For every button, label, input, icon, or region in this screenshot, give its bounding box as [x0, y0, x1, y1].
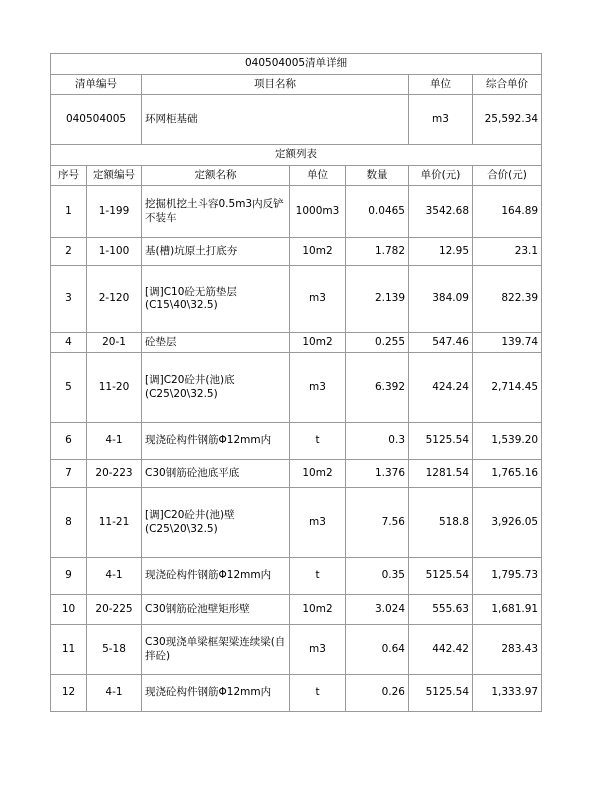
table-row	[51, 625, 542, 675]
quota-code: 20-1	[87, 333, 142, 353]
quota-seq: 11	[51, 625, 87, 675]
quota-unit: 10m2	[290, 238, 346, 266]
quota-unit: m3	[290, 353, 346, 423]
quota-qty-header: 数量	[346, 166, 409, 186]
seq-header: 序号	[51, 166, 87, 186]
quota-unit: m3	[290, 625, 346, 675]
quota-code: 2-120	[87, 266, 142, 333]
quota-qty: 0.0465	[346, 186, 409, 238]
quota-name: C30现浇单梁框架梁连续梁(自拌砼)	[142, 625, 290, 675]
quota-code: 4-1	[87, 558, 142, 595]
quota-total: 164.89	[473, 186, 542, 238]
quota-name: [调]C10砼无筋垫层(C15\40\32.5)	[142, 266, 290, 333]
quota-seq: 5	[51, 353, 87, 423]
quota-name: 现浇砼构件钢筋Φ12mm内	[142, 423, 290, 460]
quota-unit: m3	[290, 266, 346, 333]
quota-name: 现浇砼构件钢筋Φ12mm内	[142, 558, 290, 595]
quota-seq: 3	[51, 266, 87, 333]
table-row	[51, 423, 542, 460]
quota-unit-price: 518.8	[409, 488, 473, 558]
quota-seq: 2	[51, 238, 87, 266]
quota-unit-price: 442.42	[409, 625, 473, 675]
quota-code: 4-1	[87, 423, 142, 460]
table-row	[51, 675, 542, 712]
quota-name: C30钢筋砼池底平底	[142, 460, 290, 488]
quota-seq: 6	[51, 423, 87, 460]
quota-name: 现浇砼构件钢筋Φ12mm内	[142, 675, 290, 712]
quota-qty: 0.255	[346, 333, 409, 353]
quota-qty: 1.376	[346, 460, 409, 488]
table-row	[51, 460, 542, 488]
quota-unit-price: 547.46	[409, 333, 473, 353]
quota-name: 挖掘机挖土斗容0.5m3内反铲不装车	[142, 186, 290, 238]
quota-unit-header: 单位	[290, 166, 346, 186]
quota-unit-price: 5125.54	[409, 675, 473, 712]
list-unit-header: 单位	[409, 75, 473, 95]
quota-code: 1-199	[87, 186, 142, 238]
quota-code-header: 定额编号	[87, 166, 142, 186]
quota-qty: 6.392	[346, 353, 409, 423]
quota-code: 20-223	[87, 460, 142, 488]
list-name-header: 项目名称	[142, 75, 409, 95]
quota-unit-price: 5125.54	[409, 558, 473, 595]
quota-unit: m3	[290, 488, 346, 558]
quota-seq: 7	[51, 460, 87, 488]
quota-code: 20-225	[87, 595, 142, 625]
quota-unit-price: 3542.68	[409, 186, 473, 238]
quota-unit-price-header: 单价(元)	[409, 166, 473, 186]
quota-unit: t	[290, 558, 346, 595]
quota-qty: 2.139	[346, 266, 409, 333]
quota-name: [调]C20砼井(池)壁(C25\20\32.5)	[142, 488, 290, 558]
quota-code: 1-100	[87, 238, 142, 266]
quota-qty: 0.64	[346, 625, 409, 675]
quota-total: 1,333.97	[473, 675, 542, 712]
quota-unit-price: 555.63	[409, 595, 473, 625]
table-row	[51, 238, 542, 266]
quota-seq: 1	[51, 186, 87, 238]
quota-header-row	[51, 166, 542, 186]
quota-code: 11-21	[87, 488, 142, 558]
quota-name: C30钢筋砼池壁矩形壁	[142, 595, 290, 625]
quota-total-header: 合价(元)	[473, 166, 542, 186]
table-title: 040504005清单详细	[51, 54, 542, 75]
quota-seq: 8	[51, 488, 87, 558]
quota-unit-price: 384.09	[409, 266, 473, 333]
quota-unit-price: 1281.54	[409, 460, 473, 488]
quota-total: 1,765.16	[473, 460, 542, 488]
quota-total: 1,539.20	[473, 423, 542, 460]
quota-unit-price: 12.95	[409, 238, 473, 266]
quota-total: 3,926.05	[473, 488, 542, 558]
quota-name: [调]C20砼井(池)底(C25\20\32.5)	[142, 353, 290, 423]
quota-unit: 10m2	[290, 460, 346, 488]
quota-unit-price: 5125.54	[409, 423, 473, 460]
table-row	[51, 266, 542, 333]
list-item-code: 040504005	[51, 95, 142, 145]
quota-name: 基(槽)坑原土打底夯	[142, 238, 290, 266]
quota-total: 139.74	[473, 333, 542, 353]
quota-total: 1,795.73	[473, 558, 542, 595]
quota-unit: 1000m3	[290, 186, 346, 238]
quota-total: 23.1	[473, 238, 542, 266]
table-row	[51, 353, 542, 423]
list-price-header: 综合单价	[473, 75, 542, 95]
quota-qty: 0.35	[346, 558, 409, 595]
quota-unit-price: 424.24	[409, 353, 473, 423]
quota-seq: 12	[51, 675, 87, 712]
quota-unit: t	[290, 675, 346, 712]
table-row	[51, 558, 542, 595]
detail-table	[50, 53, 542, 712]
quota-unit: 10m2	[290, 595, 346, 625]
quota-code: 4-1	[87, 675, 142, 712]
quota-qty: 0.3	[346, 423, 409, 460]
quota-seq: 9	[51, 558, 87, 595]
quota-total: 1,681.91	[473, 595, 542, 625]
quota-seq: 4	[51, 333, 87, 353]
quota-unit: 10m2	[290, 333, 346, 353]
quota-total: 2,714.45	[473, 353, 542, 423]
quota-qty: 7.56	[346, 488, 409, 558]
table-row	[51, 186, 542, 238]
quota-unit: t	[290, 423, 346, 460]
quota-title-row	[51, 145, 542, 166]
list-item-name: 环网柜基础	[142, 95, 409, 145]
list-item-unit: m3	[409, 95, 473, 145]
quota-seq: 10	[51, 595, 87, 625]
quota-qty: 3.024	[346, 595, 409, 625]
quota-name: 砼垫层	[142, 333, 290, 353]
quota-code: 11-20	[87, 353, 142, 423]
quota-total: 822.39	[473, 266, 542, 333]
list-header-row	[51, 75, 542, 95]
list-item-row	[51, 95, 542, 145]
title-row	[51, 54, 542, 75]
quota-code: 5-18	[87, 625, 142, 675]
quota-name-header: 定额名称	[142, 166, 290, 186]
quota-total: 283.43	[473, 625, 542, 675]
quota-qty: 0.26	[346, 675, 409, 712]
table-row	[51, 488, 542, 558]
quota-qty: 1.782	[346, 238, 409, 266]
list-item-price: 25,592.34	[473, 95, 542, 145]
table-row	[51, 333, 542, 353]
list-code-header: 清单编号	[51, 75, 142, 95]
quota-title: 定额列表	[51, 145, 542, 166]
table-row	[51, 595, 542, 625]
